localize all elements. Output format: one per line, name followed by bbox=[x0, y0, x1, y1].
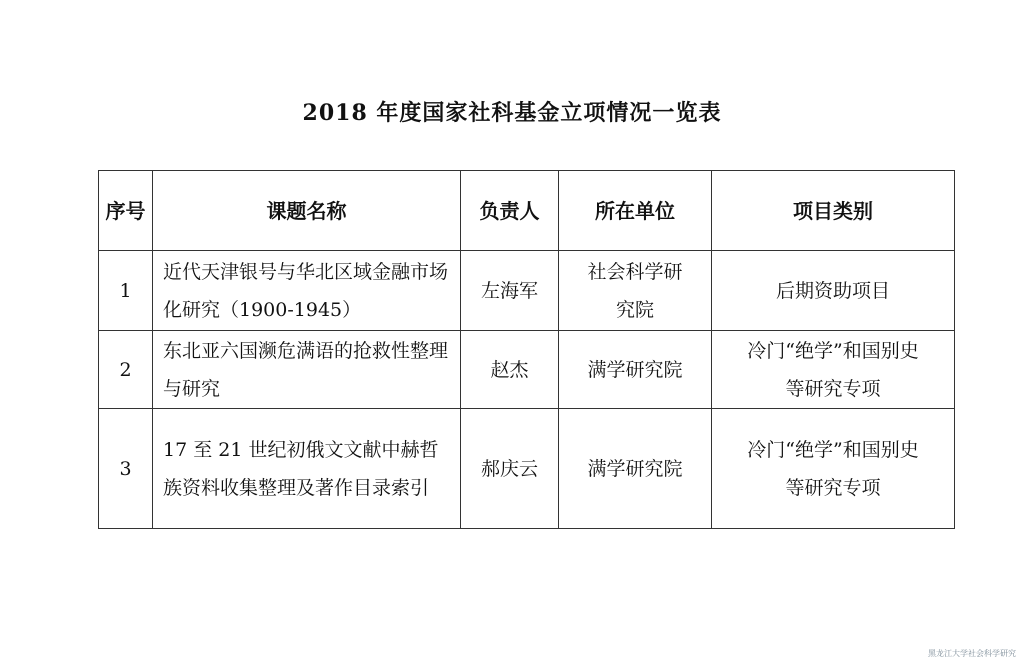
row-unit: 满学研究院 bbox=[559, 331, 712, 409]
document-title: 2018 年度国家社科基金立项情况一览表 bbox=[302, 100, 722, 126]
row-topic: 近代天津银号与华北区域金融市场化研究（1900-1945） bbox=[153, 251, 461, 331]
projects-table bbox=[98, 170, 955, 529]
row-leader: 郝庆云 bbox=[461, 409, 559, 529]
table-row bbox=[99, 409, 955, 529]
table-header-row bbox=[99, 171, 955, 251]
row-index: 3 bbox=[99, 409, 153, 529]
row-index: 2 bbox=[99, 331, 153, 409]
row-leader: 左海军 bbox=[461, 251, 559, 331]
row-leader: 赵杰 bbox=[461, 331, 559, 409]
header-unit: 所在单位 bbox=[559, 171, 712, 251]
header-leader: 负责人 bbox=[461, 171, 559, 251]
row-index: 1 bbox=[99, 251, 153, 331]
row-category: 冷门“绝学”和国别史等研究专项 bbox=[712, 331, 955, 409]
row-topic: 17 至 21 世纪初俄文文献中赫哲族资料收集整理及著作目录索引 bbox=[153, 409, 461, 529]
header-index: 序号 bbox=[99, 171, 153, 251]
table-row bbox=[99, 331, 955, 409]
header-topic: 课题名称 bbox=[153, 171, 461, 251]
row-topic: 东北亚六国濒危满语的抢救性整理与研究 bbox=[153, 331, 461, 409]
table-row bbox=[99, 251, 955, 331]
header-category: 项目类别 bbox=[712, 171, 955, 251]
row-category: 后期资助项目 bbox=[712, 251, 955, 331]
watermark-logo: 黑龙江大学社会科学研究 bbox=[928, 649, 1016, 658]
row-category: 冷门“绝学”和国别史等研究专项 bbox=[712, 409, 955, 529]
row-unit: 社会科学研究院 bbox=[559, 251, 712, 331]
row-unit: 满学研究院 bbox=[559, 409, 712, 529]
